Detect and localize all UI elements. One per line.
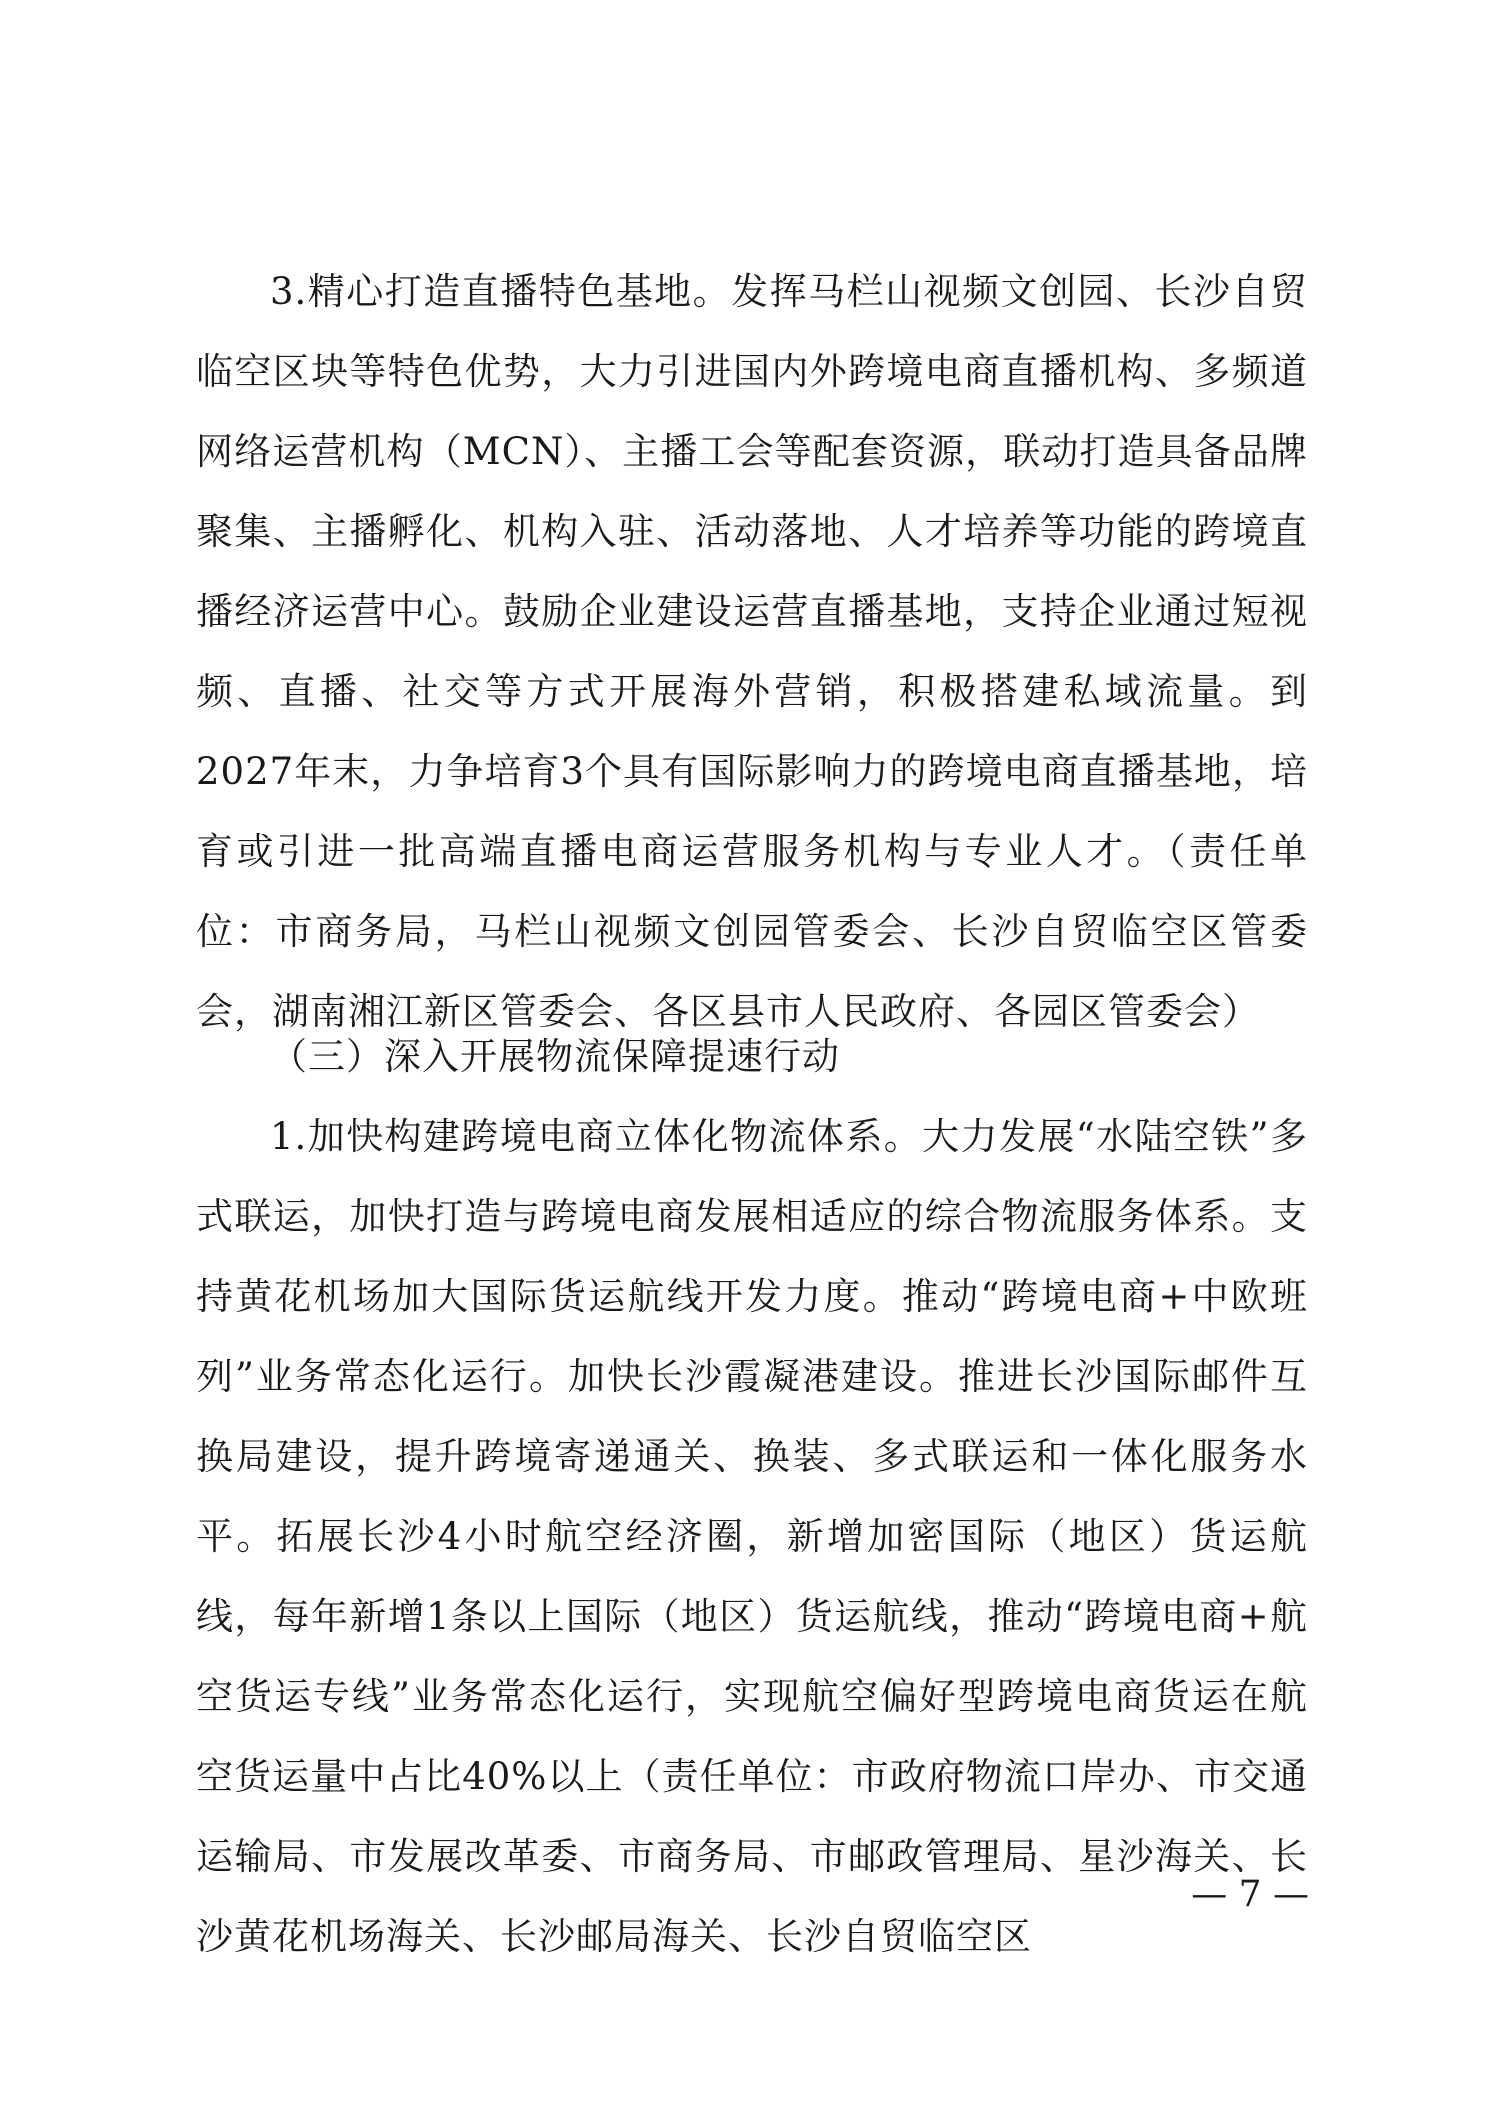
- section-heading-logistics: （三）深入开展物流保障提速行动: [270, 1035, 840, 1078]
- page-number: — 7 —: [1191, 1874, 1309, 1915]
- body-paragraph-live-streaming-bases: 3.精心打造直播特色基地。发挥马栏山视频文创园、长沙自贸临空区块等特色优势，大力引进国内外跨境电商直播机构、多频道网络运营机构（MCN）、主播工会等配套资源，联动打造具备品牌聚集、主播孵化、机构入驻、活动落地、人才培养等功能的跨境直播经济运营中心。鼓励企业建设运营直播基地，支持企业通过短视频、直播、社交等方式开展海外营销，积极搭建私域流量。到2027年末，力争培育3个具有国际影响力的跨境电商直播基地，培育或引进一批高端直播电商运营服务机构与专业人才。（责任单位：市商务局，马栏山视频文创园管委会、长沙自贸临空区管委会，湖南湘江新区管委会、各区县市人民政府、各园区管委会）: [196, 270, 1308, 1033]
- body-paragraph-logistics-system: 1.加快构建跨境电商立体化物流体系。大力发展“水陆空铁”多式联运，加快打造与跨境电商发展相适应的综合物流服务体系。支持黄花机场加大国际货运航线开发力度。推动“跨境电商+中欧班列”业务常态化运行。加快长沙霞凝港建设。推进长沙国际邮件互换局建设，提升跨境寄递通关、换装、多式联运和一体化服务水平。拓展长沙4小时航空经济圈，新增加密国际（地区）货运航线，每年新增1条以上国际（地区）货运航线，推动“跨境电商+航空货运专线”业务常态化运行，实现航空偏好型跨境电商货运在航空货运量中占比40%以上（责任单位：市政府物流口岸办、市交通运输局、市发展改革委、市商务局、市邮政管理局、星沙海关、长沙黄花机场海关、长沙邮局海关、长沙自贸临空区: [196, 1115, 1308, 1958]
